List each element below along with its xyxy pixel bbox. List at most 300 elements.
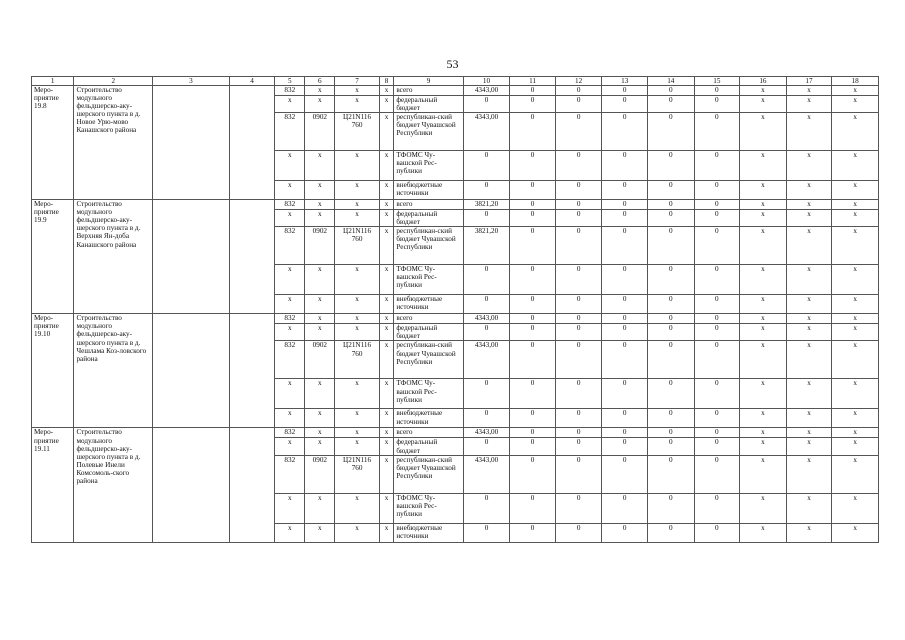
funding-source-cell: федеральный бюджет (394, 324, 463, 341)
value-cell: 832 (275, 455, 305, 493)
empty-cell (229, 86, 275, 200)
value-cell: 0902 (305, 227, 335, 265)
event-title-cell: Строительство модульного фельдшерско-аку-шерского пункта в д. Новое Урю-мово Канашского района (74, 86, 153, 200)
value-cell: x (335, 379, 380, 409)
value-cell: 0 (647, 96, 694, 113)
value-cell: x (832, 227, 879, 265)
value-cell: 0 (510, 438, 556, 455)
value-cell: 0 (602, 86, 648, 96)
value-cell: x (786, 96, 832, 113)
value-cell: x (786, 314, 832, 324)
header-cell: 8 (379, 77, 393, 86)
value-cell: 0 (602, 379, 648, 409)
value-cell: 4343,00 (463, 86, 510, 96)
value-cell: x (305, 86, 335, 96)
value-cell: x (305, 96, 335, 113)
value-cell: x (740, 227, 787, 265)
value-cell: x (379, 455, 393, 493)
header-cell: 6 (305, 77, 335, 86)
header-cell: 15 (694, 77, 740, 86)
value-cell: x (740, 428, 787, 438)
value-cell: x (335, 438, 380, 455)
value-cell: 0 (694, 151, 740, 181)
value-cell: 0 (555, 265, 602, 295)
value-cell: x (275, 523, 305, 542)
value-cell: x (305, 200, 335, 210)
value-cell: x (832, 379, 879, 409)
value-cell: x (832, 523, 879, 542)
value-cell: x (740, 341, 787, 379)
value-cell: x (305, 324, 335, 341)
value-cell: 0 (602, 493, 648, 523)
value-cell: x (305, 523, 335, 542)
funding-source-cell: всего (394, 86, 463, 96)
value-cell: 0 (510, 493, 556, 523)
value-cell: 0 (510, 341, 556, 379)
value-cell: 0 (555, 181, 602, 200)
value-cell: x (740, 200, 787, 210)
value-cell: x (832, 210, 879, 227)
value-cell: 0 (647, 314, 694, 324)
value-cell: Ц21N116 760 (335, 113, 380, 151)
value-cell: x (832, 493, 879, 523)
value-cell: x (335, 265, 380, 295)
header-cell: 18 (832, 77, 879, 86)
value-cell: 0 (555, 295, 602, 314)
value-cell: 0902 (305, 455, 335, 493)
value-cell: 0 (602, 227, 648, 265)
value-cell: 0 (510, 200, 556, 210)
value-cell: 0 (510, 113, 556, 151)
funding-source-cell: внебюджетные источники (394, 523, 463, 542)
value-cell: 0 (694, 493, 740, 523)
value-cell: x (832, 151, 879, 181)
value-cell: 0 (510, 181, 556, 200)
value-cell: x (786, 379, 832, 409)
value-cell: x (305, 151, 335, 181)
value-cell: 0 (555, 86, 602, 96)
value-cell: x (275, 324, 305, 341)
value-cell: 0 (602, 265, 648, 295)
value-cell: x (335, 428, 380, 438)
value-cell: 0 (602, 96, 648, 113)
value-cell: 0 (694, 455, 740, 493)
value-cell: x (305, 265, 335, 295)
value-cell: 4343,00 (463, 314, 510, 324)
value-cell: Ц21N116 760 (335, 455, 380, 493)
table-row (32, 314, 879, 324)
value-cell: 0 (463, 523, 510, 542)
value-cell: 0 (510, 210, 556, 227)
value-cell: x (832, 295, 879, 314)
value-cell: x (786, 523, 832, 542)
value-cell: 0 (555, 493, 602, 523)
funding-source-cell: республикан-ский бюджет Чувашской Республики (394, 227, 463, 265)
value-cell: x (335, 324, 380, 341)
value-cell: 0 (694, 438, 740, 455)
value-cell: x (379, 227, 393, 265)
value-cell: 0 (555, 438, 602, 455)
event-number-cell: Меро-приятие 19.11 (32, 428, 74, 542)
value-cell: 0 (555, 455, 602, 493)
empty-cell (229, 428, 275, 542)
value-cell: x (740, 96, 787, 113)
value-cell: 0 (602, 210, 648, 227)
header-cell: 2 (74, 77, 153, 86)
funding-source-cell: федеральный бюджет (394, 96, 463, 113)
event-number-cell: Меро-приятие 19.8 (32, 86, 74, 200)
value-cell: 0 (602, 523, 648, 542)
value-cell: x (335, 200, 380, 210)
value-cell: 0 (555, 113, 602, 151)
value-cell: 0 (694, 181, 740, 200)
value-cell: x (832, 265, 879, 295)
value-cell: x (305, 438, 335, 455)
value-cell: 0 (647, 151, 694, 181)
header-cell: 5 (275, 77, 305, 86)
value-cell: x (379, 428, 393, 438)
value-cell: x (379, 113, 393, 151)
value-cell: x (275, 210, 305, 227)
value-cell: x (275, 379, 305, 409)
event-title-cell: Строительство модульного фельдшерско-аку-шерского пункта в д. Верхняя Ян-доба Канашского района (74, 200, 153, 314)
value-cell: x (740, 379, 787, 409)
value-cell: x (379, 200, 393, 210)
value-cell: 0 (694, 113, 740, 151)
value-cell: 0 (555, 227, 602, 265)
value-cell: 0 (463, 324, 510, 341)
value-cell: x (740, 455, 787, 493)
value-cell: x (740, 324, 787, 341)
value-cell: 0 (555, 409, 602, 428)
value-cell: x (740, 265, 787, 295)
value-cell: 0 (510, 96, 556, 113)
value-cell: x (379, 96, 393, 113)
value-cell: Ц21N116 760 (335, 341, 380, 379)
value-cell: x (786, 341, 832, 379)
page-number: 53 (446, 57, 459, 71)
value-cell: 832 (275, 314, 305, 324)
value-cell: x (740, 295, 787, 314)
value-cell: Ц21N116 760 (335, 227, 380, 265)
value-cell: x (786, 409, 832, 428)
value-cell: 4343,00 (463, 113, 510, 151)
value-cell: 832 (275, 227, 305, 265)
header-cell: 1 (32, 77, 74, 86)
value-cell: 0 (647, 341, 694, 379)
value-cell: 0 (463, 438, 510, 455)
value-cell: 0 (694, 409, 740, 428)
value-cell: x (832, 113, 879, 151)
value-cell: 4343,00 (463, 341, 510, 379)
value-cell: x (335, 409, 380, 428)
header-cell: 13 (602, 77, 648, 86)
value-cell: 0 (647, 113, 694, 151)
event-number-cell: Меро-приятие 19.9 (32, 200, 74, 314)
value-cell: 0 (463, 96, 510, 113)
value-cell: x (379, 341, 393, 379)
value-cell: x (786, 200, 832, 210)
value-cell: 0902 (305, 341, 335, 379)
empty-cell (153, 314, 230, 428)
value-cell: 0 (555, 324, 602, 341)
value-cell: 832 (275, 341, 305, 379)
funding-source-cell: внебюджетные источники (394, 181, 463, 200)
value-cell: 0 (510, 379, 556, 409)
value-cell: x (305, 295, 335, 314)
value-cell: x (305, 181, 335, 200)
value-cell: x (832, 314, 879, 324)
value-cell: x (275, 265, 305, 295)
value-cell: 0 (602, 181, 648, 200)
value-cell: 0 (602, 200, 648, 210)
value-cell: 0 (647, 493, 694, 523)
header-cell: 9 (394, 77, 463, 86)
empty-cell (229, 200, 275, 314)
value-cell: x (832, 86, 879, 96)
value-cell: 0 (694, 341, 740, 379)
value-cell: 4343,00 (463, 428, 510, 438)
value-cell: 0 (510, 523, 556, 542)
value-cell: x (379, 493, 393, 523)
value-cell: x (832, 428, 879, 438)
value-cell: 0 (602, 324, 648, 341)
value-cell: x (832, 409, 879, 428)
value-cell: 0 (555, 151, 602, 181)
value-cell: x (305, 409, 335, 428)
value-cell: x (305, 428, 335, 438)
value-cell: 4343,00 (463, 455, 510, 493)
value-cell: 0 (510, 295, 556, 314)
value-cell: x (379, 523, 393, 542)
value-cell: 0 (602, 428, 648, 438)
value-cell: x (275, 409, 305, 428)
value-cell: x (379, 324, 393, 341)
value-cell: 0 (694, 428, 740, 438)
value-cell: x (786, 455, 832, 493)
value-cell: 0 (463, 379, 510, 409)
value-cell: 0 (647, 181, 694, 200)
value-cell: x (379, 181, 393, 200)
value-cell: x (335, 295, 380, 314)
event-title-cell: Строительство модульного фельдшерско-аку-шерского пункта в д. Полевые Инели Комсомоль-ского района (74, 428, 153, 542)
funding-source-cell: внебюджетные источники (394, 409, 463, 428)
value-cell: 0 (602, 455, 648, 493)
value-cell: x (786, 113, 832, 151)
value-cell: 0 (510, 227, 556, 265)
value-cell: 0 (510, 151, 556, 181)
budget-table (31, 76, 879, 543)
value-cell: x (379, 151, 393, 181)
value-cell: 0 (463, 493, 510, 523)
value-cell: 0 (510, 265, 556, 295)
header-cell: 10 (463, 77, 510, 86)
value-cell: x (335, 96, 380, 113)
value-cell: 0 (647, 324, 694, 341)
value-cell: 0 (602, 151, 648, 181)
header-cell: 11 (510, 77, 556, 86)
value-cell: 832 (275, 86, 305, 96)
funding-source-cell: ТФОМС Чу-вашской Рес-публики (394, 493, 463, 523)
value-cell: x (275, 151, 305, 181)
value-cell: x (305, 493, 335, 523)
value-cell: x (335, 181, 380, 200)
value-cell: x (305, 379, 335, 409)
value-cell: 0 (647, 227, 694, 265)
funding-source-cell: ТФОМС Чу-вашской Рес-публики (394, 379, 463, 409)
value-cell: x (832, 324, 879, 341)
value-cell: 0 (694, 96, 740, 113)
value-cell: x (379, 295, 393, 314)
table-body (32, 86, 879, 543)
value-cell: 832 (275, 113, 305, 151)
empty-cell (229, 314, 275, 428)
value-cell: x (786, 151, 832, 181)
value-cell: 0 (694, 265, 740, 295)
value-cell: x (832, 438, 879, 455)
value-cell: x (335, 210, 380, 227)
value-cell: x (786, 493, 832, 523)
funding-source-cell: федеральный бюджет (394, 438, 463, 455)
value-cell: x (740, 438, 787, 455)
value-cell: x (786, 295, 832, 314)
value-cell: 3821,20 (463, 200, 510, 210)
value-cell: 0 (694, 210, 740, 227)
value-cell: x (275, 181, 305, 200)
value-cell: 0 (694, 200, 740, 210)
value-cell: 0 (463, 409, 510, 428)
value-cell: x (335, 314, 380, 324)
value-cell: 0 (694, 314, 740, 324)
table-row (32, 86, 879, 96)
value-cell: 0 (555, 210, 602, 227)
value-cell: x (275, 295, 305, 314)
value-cell: x (740, 314, 787, 324)
header-row (32, 77, 879, 86)
value-cell: 0 (555, 314, 602, 324)
value-cell: x (786, 86, 832, 96)
value-cell: x (275, 493, 305, 523)
table-row (32, 428, 879, 438)
funding-source-cell: ТФОМС Чу-вашской Рес-публики (394, 151, 463, 181)
event-number-cell: Меро-приятие 19.10 (32, 314, 74, 428)
funding-source-cell: всего (394, 428, 463, 438)
value-cell: 832 (275, 200, 305, 210)
funding-source-cell: федеральный бюджет (394, 210, 463, 227)
value-cell: 0 (647, 428, 694, 438)
value-cell: 0 (510, 455, 556, 493)
funding-source-cell: республикан-ский бюджет Чувашской Республики (394, 341, 463, 379)
value-cell: 0 (510, 324, 556, 341)
event-title-cell: Строительство модульного фельдшерско-аку-шерского пункта в д. Чешлама Коз-ловского района (74, 314, 153, 428)
value-cell: x (379, 438, 393, 455)
empty-cell (153, 200, 230, 314)
funding-source-cell: республикан-ский бюджет Чувашской Республики (394, 455, 463, 493)
header-cell: 16 (740, 77, 787, 86)
value-cell: x (832, 181, 879, 200)
value-cell: 0 (602, 409, 648, 428)
value-cell: 0 (463, 210, 510, 227)
value-cell: x (740, 113, 787, 151)
value-cell: 0 (647, 409, 694, 428)
value-cell: 0 (647, 379, 694, 409)
value-cell: 0 (694, 227, 740, 265)
value-cell: x (740, 523, 787, 542)
value-cell: 0 (555, 341, 602, 379)
header-cell: 14 (647, 77, 694, 86)
value-cell: x (379, 314, 393, 324)
value-cell: x (379, 86, 393, 96)
value-cell: 0 (555, 523, 602, 542)
value-cell: 0 (510, 409, 556, 428)
header-cell: 3 (153, 77, 230, 86)
value-cell: 0 (510, 314, 556, 324)
value-cell: x (275, 96, 305, 113)
value-cell: x (786, 227, 832, 265)
value-cell: x (305, 314, 335, 324)
value-cell: x (305, 210, 335, 227)
value-cell: x (379, 265, 393, 295)
value-cell: 0902 (305, 113, 335, 151)
header-cell: 12 (555, 77, 602, 86)
value-cell: x (740, 181, 787, 200)
value-cell: 0 (602, 314, 648, 324)
value-cell: 0 (510, 86, 556, 96)
value-cell: 0 (463, 151, 510, 181)
value-cell: 0 (555, 379, 602, 409)
value-cell: 0 (694, 324, 740, 341)
value-cell: 0 (602, 295, 648, 314)
value-cell: 0 (647, 455, 694, 493)
value-cell: 0 (555, 96, 602, 113)
value-cell: x (832, 200, 879, 210)
value-cell: 0 (694, 86, 740, 96)
value-cell: 0 (647, 295, 694, 314)
value-cell: x (786, 265, 832, 295)
value-cell: x (786, 181, 832, 200)
value-cell: 0 (647, 200, 694, 210)
value-cell: x (275, 438, 305, 455)
value-cell: x (786, 438, 832, 455)
value-cell: x (335, 493, 380, 523)
value-cell: 0 (647, 86, 694, 96)
value-cell: x (832, 455, 879, 493)
value-cell: x (832, 96, 879, 113)
value-cell: 0 (647, 523, 694, 542)
header-cell: 4 (229, 77, 275, 86)
header-cell: 7 (335, 77, 380, 86)
value-cell: x (379, 379, 393, 409)
value-cell: 0 (463, 295, 510, 314)
value-cell: 0 (463, 265, 510, 295)
value-cell: 0 (694, 523, 740, 542)
value-cell: x (379, 210, 393, 227)
funding-source-cell: республикан-ский бюджет Чувашской Республики (394, 113, 463, 151)
funding-source-cell: внебюджетные источники (394, 295, 463, 314)
value-cell: x (740, 493, 787, 523)
value-cell: x (379, 409, 393, 428)
value-cell: 0 (694, 379, 740, 409)
value-cell: 0 (694, 295, 740, 314)
table-row (32, 200, 879, 210)
value-cell: 0 (647, 210, 694, 227)
empty-cell (153, 86, 230, 200)
empty-cell (153, 428, 230, 542)
value-cell: 832 (275, 428, 305, 438)
value-cell: 0 (647, 438, 694, 455)
value-cell: x (740, 210, 787, 227)
funding-source-cell: всего (394, 314, 463, 324)
